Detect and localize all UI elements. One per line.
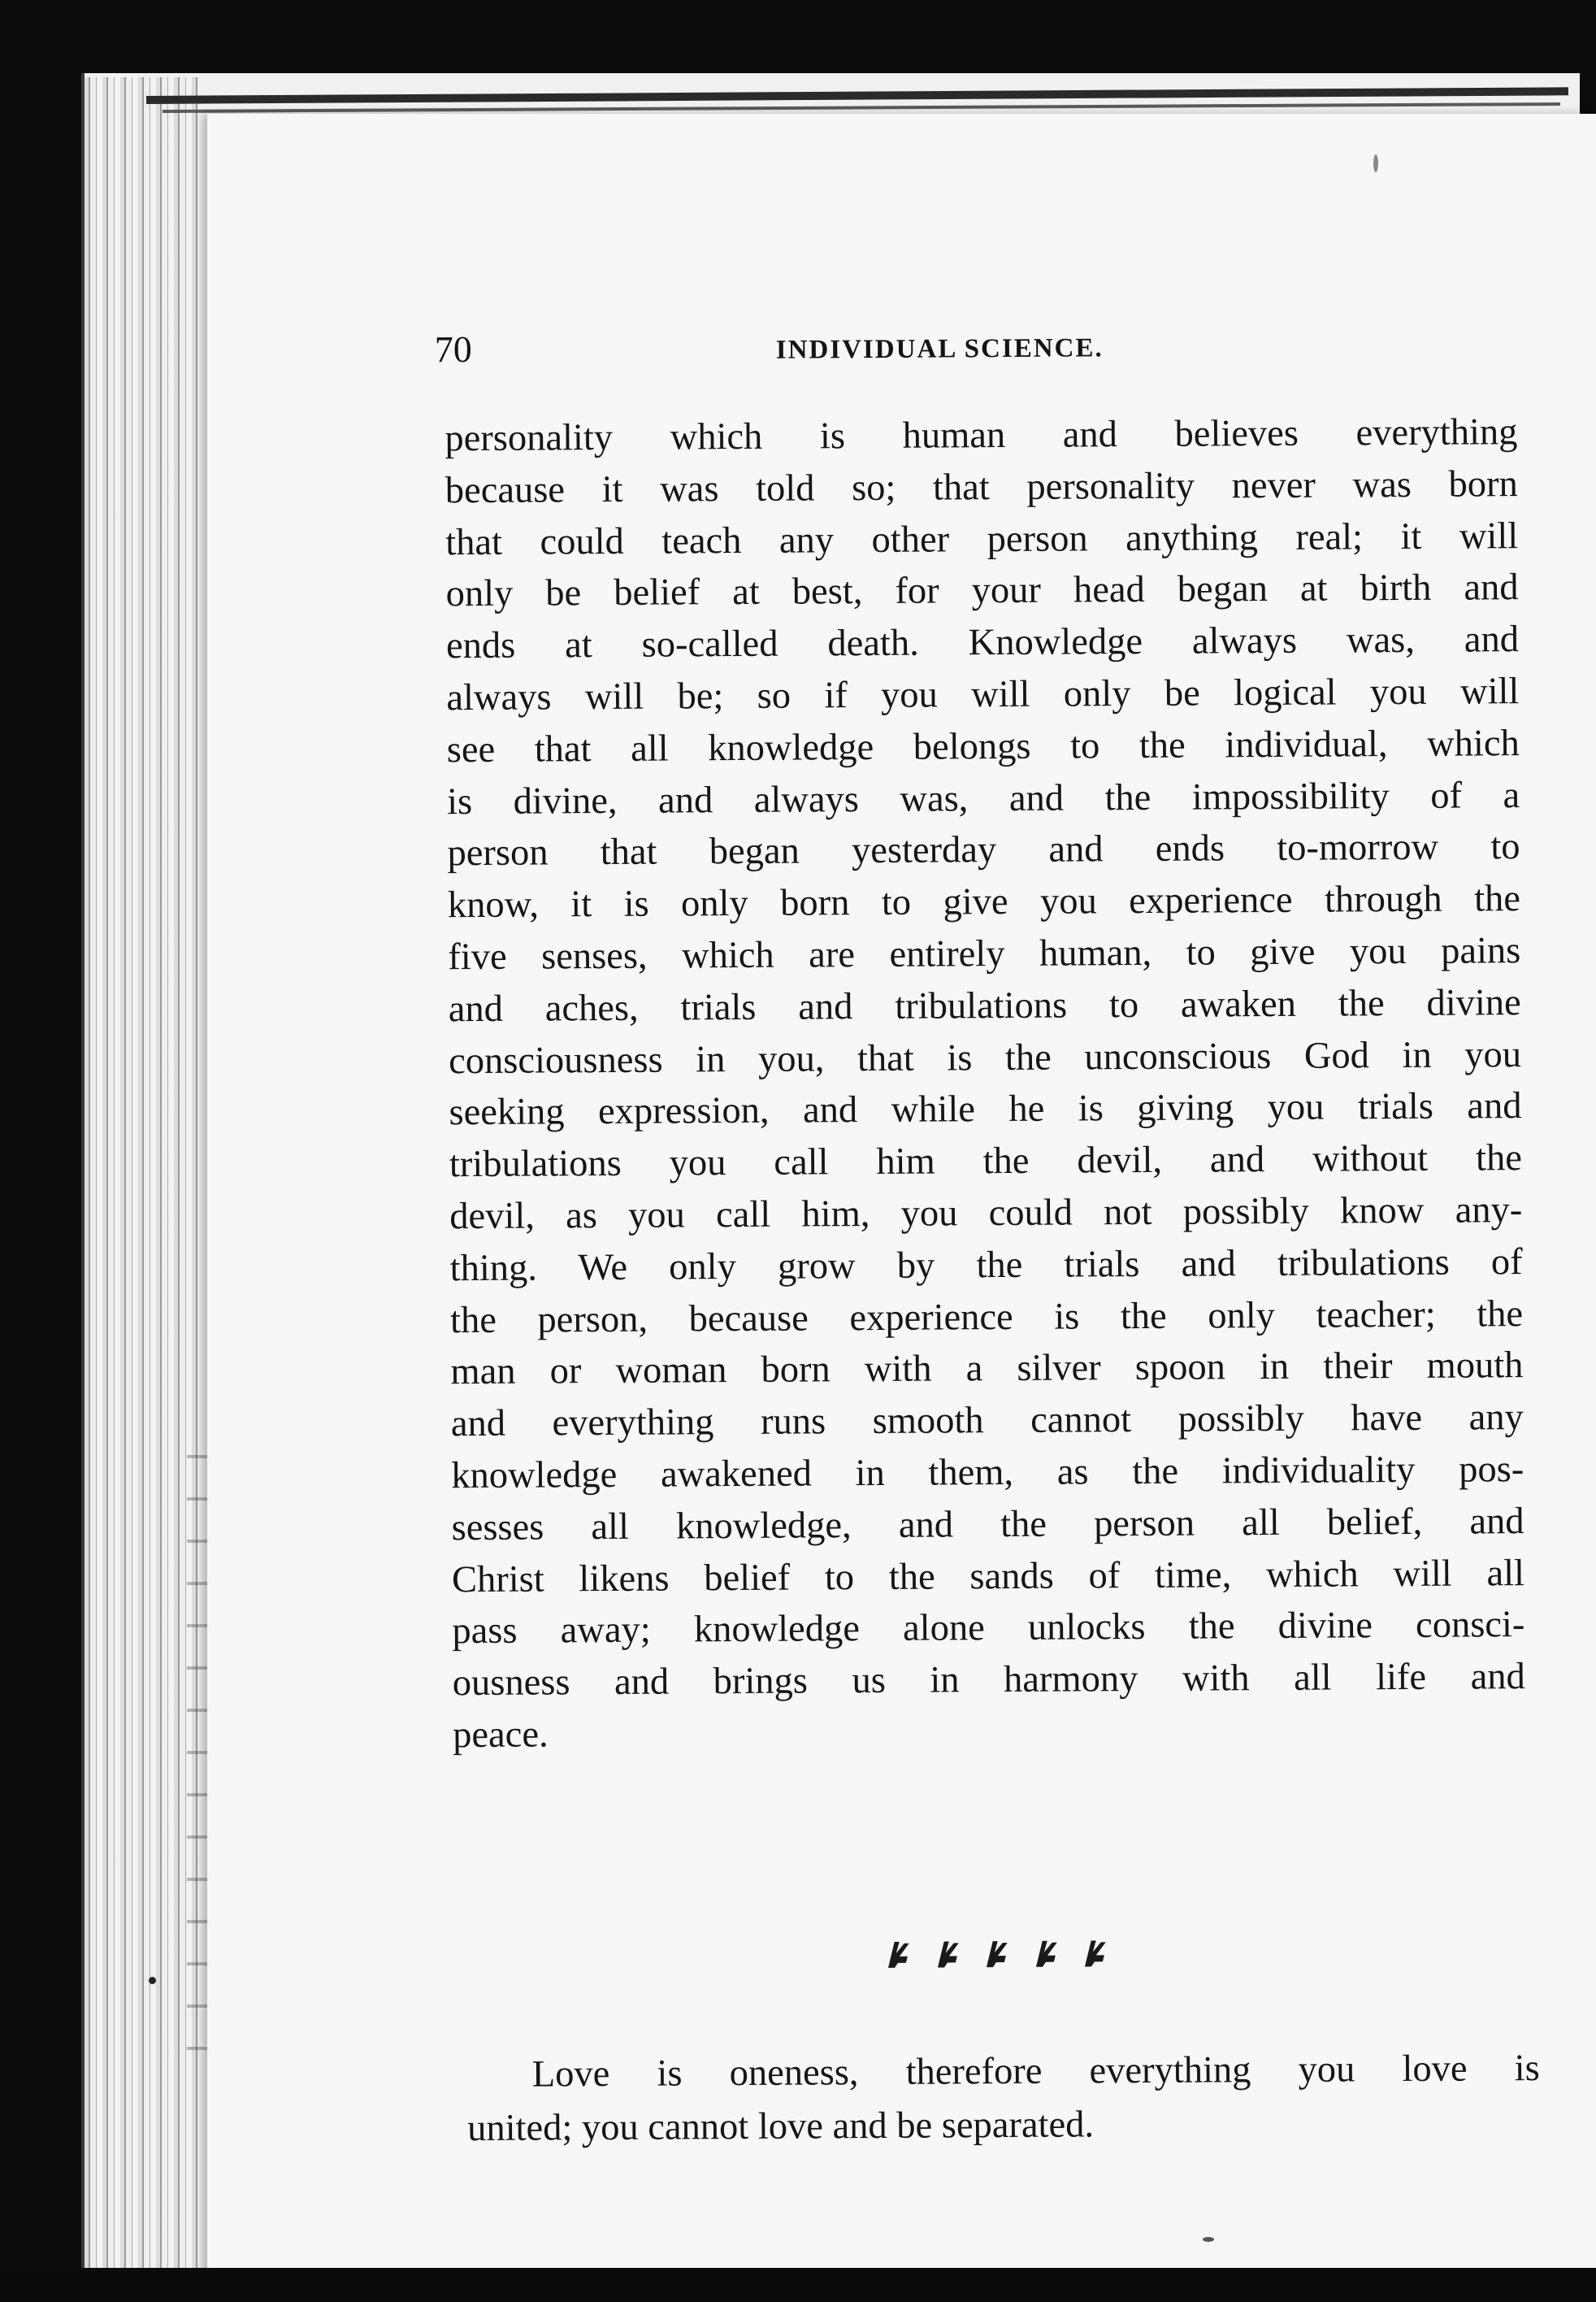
body-line: knowledge awakened in them, as the individuality pos- xyxy=(451,1449,1524,1497)
leaf-ornament-icon xyxy=(982,1938,1013,1970)
margin-speck xyxy=(149,1977,156,1984)
body-line: ousness and brings us in harmony with all life and xyxy=(452,1656,1525,1705)
body-line: pass away; knowledge alone unlocks the divine consci- xyxy=(452,1604,1525,1653)
body-line: know, it is only born to give you experience through the xyxy=(447,878,1521,927)
body-line: Christ likens belief to the sands of time, which will all xyxy=(451,1552,1525,1601)
body-line: only be belief at best, for your head began at birth and xyxy=(445,567,1519,615)
body-line: because it was told so; that personality never was born xyxy=(445,463,1518,512)
body-line: see that all knowledge belongs to the individual, which xyxy=(446,722,1520,771)
body-line: ends at so-called death. Knowledge always was, and xyxy=(445,619,1520,667)
body-line: and aches, trials and tribulations to awaken the divine xyxy=(448,981,1521,1030)
closing-quote xyxy=(467,2042,1541,2156)
body-line: sesses all knowledge, and the person all belief, and xyxy=(451,1500,1524,1548)
quote-line: Love is oneness, therefore everything you love is xyxy=(531,2048,1540,2096)
leaf-ornament-icon xyxy=(1030,1938,1061,1970)
section-ornament xyxy=(883,1929,1111,1979)
body-line: thing. We only grow by the trials and tribulations of xyxy=(449,1240,1523,1289)
body-line: seeking expression, and while he is giving you trials and xyxy=(449,1085,1522,1134)
body-paragraph xyxy=(445,406,1525,1761)
body-line: peace. xyxy=(453,1713,549,1757)
dust-speck xyxy=(1203,2237,1214,2242)
body-line: is divine, and always was, and the impossibility of a xyxy=(447,774,1520,823)
leaf-ornament-icon xyxy=(932,1938,963,1970)
running-head xyxy=(435,319,1394,382)
page-content xyxy=(207,106,1596,2302)
body-line: that could teach any other person anything real; it will xyxy=(445,515,1519,563)
quote-line: united; you cannot love and be separated. xyxy=(466,2104,1095,2150)
body-line: personality which is human and believes everything xyxy=(445,411,1518,460)
leaf-ornament-icon xyxy=(883,1939,914,1971)
body-line: devil, as you call him, you could not possibly know any- xyxy=(449,1189,1523,1238)
page-edges xyxy=(85,77,198,2300)
running-title: INDIVIDUAL SCIENCE. xyxy=(775,333,1104,365)
body-line: man or woman born with a silver spoon in their mouth xyxy=(450,1344,1524,1393)
body-line: and everything runs smooth cannot possibly have any xyxy=(450,1396,1524,1445)
body-line: tribulations you call him the devil, and without the xyxy=(449,1137,1523,1186)
leaf-ornament-icon xyxy=(1080,1937,1111,1970)
body-line: five senses, which are entirely human, to give you pains xyxy=(448,930,1521,979)
body-line: the person, because experience is the only teacher; the xyxy=(449,1292,1524,1341)
dust-speck xyxy=(1373,154,1378,172)
page-number: 70 xyxy=(434,328,472,371)
body-line: always will be; so if you will only be logical you will xyxy=(446,671,1520,719)
body-line: consciousness in you, that is the unconscious God in you xyxy=(448,1033,1522,1082)
scan-bottom-edge xyxy=(0,2268,1596,2302)
book-page xyxy=(207,114,1596,2302)
body-line: person that began yesterday and ends to-morrow to xyxy=(447,826,1520,875)
